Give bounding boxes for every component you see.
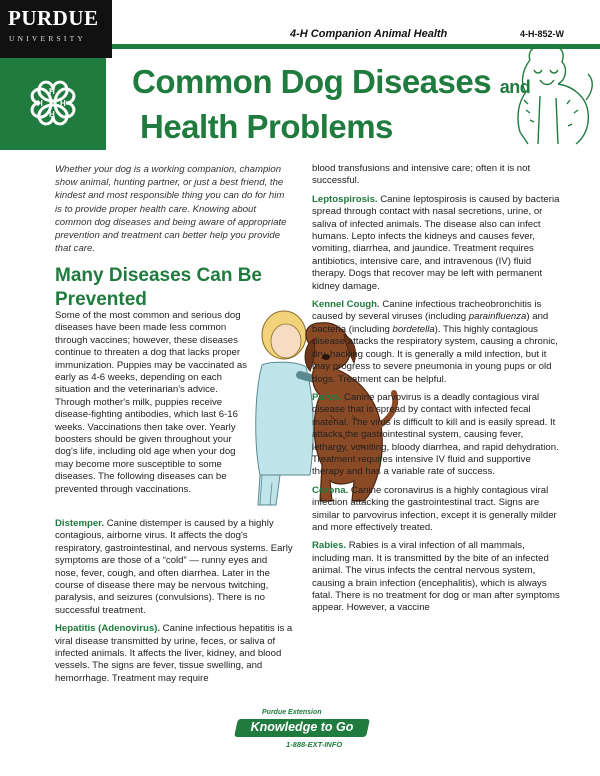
hepatitis-text: Canine infectious hepatitis is a viral disease transmitted by urine, feces, or saliva of infected animals. It affects the liver, kidney, and blood vessels. The signs are fever, tissue swelling, and hemorrhage. Treatment may require [55, 623, 293, 684]
footer-extension-label: Purdue Extension [262, 709, 322, 716]
term-kennel-cough: Kennel Cough. [312, 299, 380, 311]
disease-kennel-cough [312, 299, 560, 386]
term-distemper: Distemper. [55, 518, 105, 529]
leptospirosis-text: Canine leptospirosis is caused by bacteria spread through contact with nasal secretions, urine, or saliva of infected animals. The disease also can infect humans. Lepto infects the kidneys and causes fever, vomiting, diarrhea, and jaundice. Treatment requires antibiotics, intensive care, and intravenous (IV) fluid therapy. Dogs that recover may be left with permanent kidney damage. [312, 193, 560, 292]
prevention-paragraph [55, 310, 255, 502]
term-parvo: Parvo. [312, 391, 342, 403]
kennel-italic-b: bordetella [392, 323, 435, 335]
kennel-text-c: ). This highly contagious disease attacks the respiratory system, causing a chronic, dry, hacking cough. It is generally a mild infection, but it may progress to severe pneumonia in young pups or old dogs. Treatment can be helpful. [312, 323, 558, 385]
footer-phone: 1-888-EXT-INFO [286, 740, 343, 749]
disease-corona [312, 485, 560, 535]
kennel-text-a: Canine infectious tracheobronchitis is caused by several viruses (including [312, 299, 542, 323]
svg-text:H: H [37, 99, 43, 108]
hepatitis-continuation: blood transfusions and intensive care; often it is not successful. [312, 163, 531, 187]
kennel-text-b: ) and bacteria (including [312, 311, 549, 335]
main-title [132, 62, 530, 147]
term-hepatitis: Hepatitis (Adenovirus). [55, 623, 161, 635]
footer-tagline: Knowledge to Go [250, 720, 354, 734]
section-heading: Many Diseases Can Be Prevented [55, 265, 262, 310]
title-line-2: Health Problems [140, 108, 393, 145]
left-column-diseases [55, 518, 293, 691]
prevention-body: Some of the most common and serious dog diseases have been made less common through vaccines; however, these diseases continue to threaten a dog that lacks proper immunization. Puppies may be vaccinated as early as 4-6 weeks, depending on each situation and the veterinarian's advice. Through mother's milk, puppies receive disease-fighting antibodies, which last 6-16 weeks. Vaccinations then take over. Yearly boosters should be given throughout your dog's life, including old age when your dog may become more susceptible to some diseases. The following diseases can be prevented through vaccinations. [55, 310, 247, 495]
term-leptospirosis: Leptospirosis. [312, 193, 378, 205]
term-corona: Corona. [312, 484, 349, 496]
series-title: 4-H Companion Animal Health [290, 28, 448, 40]
four-h-clover-icon [22, 72, 84, 134]
publication-number: 4-H-852-W [520, 29, 565, 39]
kennel-italic-a: parainfluenza [468, 311, 527, 323]
disease-parvo [312, 392, 560, 479]
institution-subtitle: UNIVERSITY [9, 34, 86, 43]
term-rabies: Rabies. [312, 540, 347, 552]
disease-distemper [55, 518, 293, 617]
right-column-diseases [312, 163, 560, 621]
distemper-text: Canine distemper is caused by a highly contagious, airborne virus. It affects the dog's respiratory, gastrointestinal, and nervous systems. Early symptoms are those of a “cold” — runny eyes and nose, fever, cough, and often diarrhea. Later in the course of disease there may be nervous twitching, paralysis, and seizures (convulsions). There is no successful treatment. [55, 518, 293, 616]
svg-text:H: H [49, 110, 55, 119]
title-line-1-connector: and [499, 77, 531, 97]
institution-name: PURDUE [8, 6, 99, 30]
svg-text:H: H [60, 99, 66, 108]
title-line-1: Common Dog Diseases [132, 63, 492, 100]
disease-leptospirosis [312, 194, 560, 293]
rabies-text: Rabies is a viral infection of all mammals, including man. It is transmitted by the bite of an infected animal. The virus infects the central nervous system, causing a brain infection (encephalitis), which is always fatal. There is no treatment for dog or man after symptoms appear. However, a vaccine [312, 540, 560, 614]
purdue-logo [0, 0, 112, 58]
intro-paragraph: Whether your dog is a working companion, champion show animal, hunting partner, or just a best friend, the kindest and most responsible thing you can do for him is to provide proper health care. Knowing about common dog diseases and being aware of appropriate prevention and treatment can better help you provide that care. [55, 164, 287, 255]
svg-text:H: H [49, 87, 55, 96]
disease-rabies [312, 540, 560, 614]
corona-text: Canine coronavirus is a highly contagious viral infection attacking the gastrointestinal tract. Signs are similar to parvovirus infection, except it is generally milder and more effectively treated. [312, 484, 557, 533]
disease-hepatitis [55, 623, 293, 685]
dog-header-illustration [500, 40, 596, 148]
parvo-text: Canine parvovirus is a deadly contagious viral disease that is spread by contact with infected fecal material. The virus is difficult to kill and is easily spread. It attacks the gastrointestinal system, causing fever, lethargy, vomiting, bloody diarrhea, and rapid dehydration. Treatment requires intensive IV fluid and supportive therapy and has a variable rate of success. [312, 391, 559, 478]
